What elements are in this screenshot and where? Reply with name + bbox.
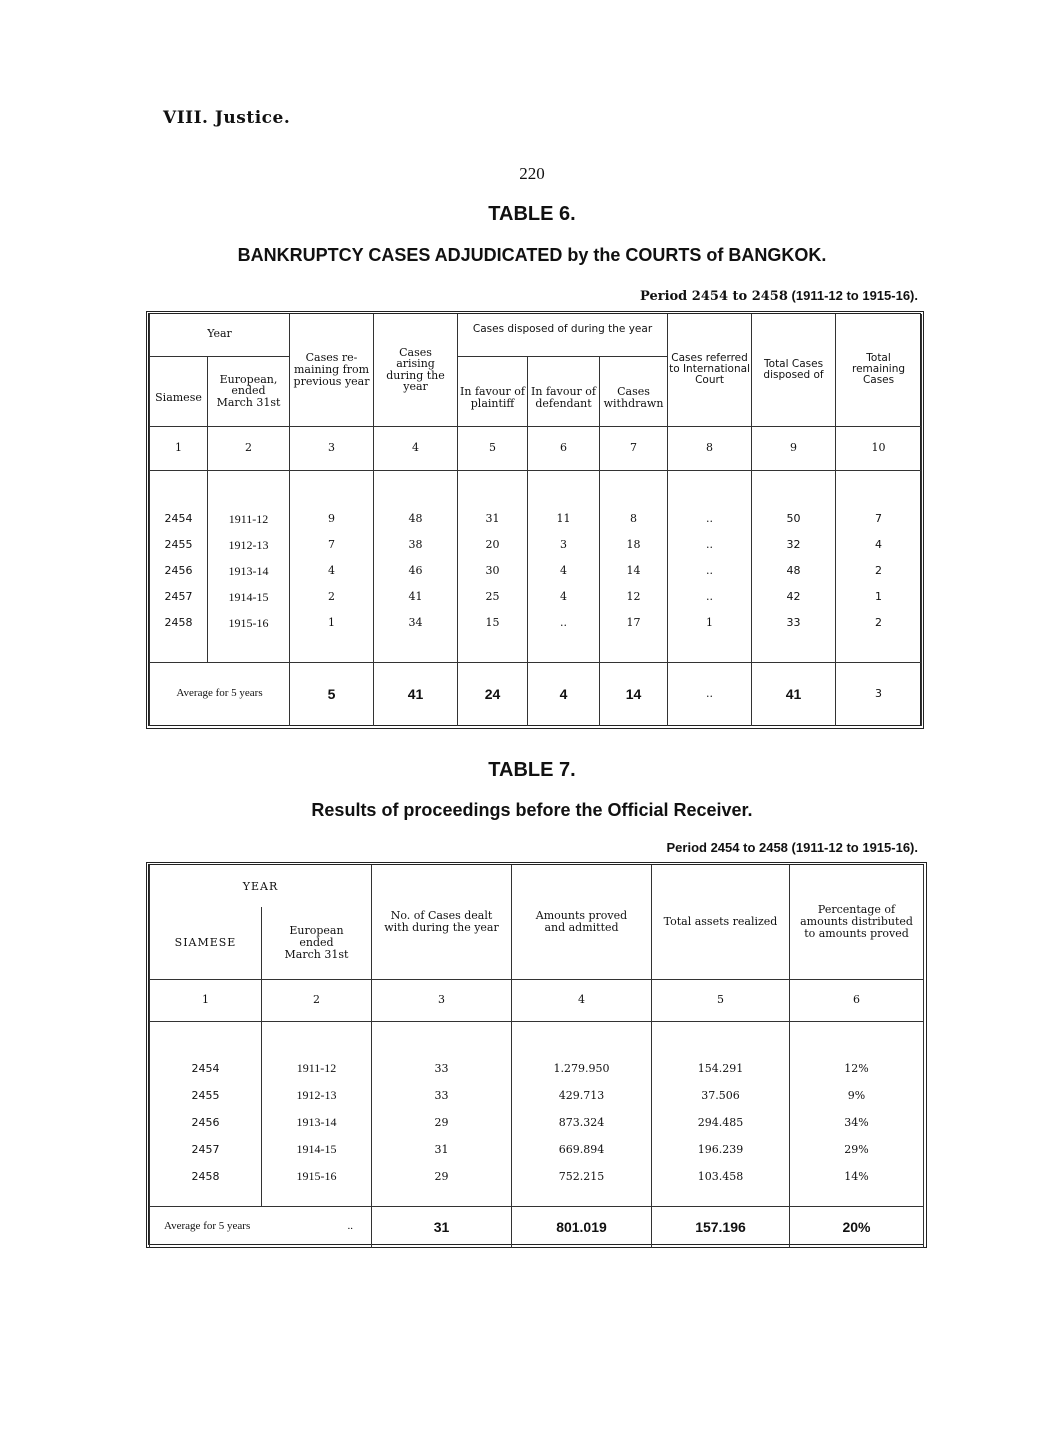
cell-defendant: 3: [528, 532, 600, 558]
table6-period: [640, 288, 918, 304]
cell-amounts: 752.215: [512, 1163, 652, 1190]
table-row: [150, 1136, 924, 1163]
table6-header-european: European, ended March 31st: [208, 356, 290, 426]
table-row: [150, 1109, 924, 1136]
table7-period: Period 2454 to 2458 (1911-12 to 1915-16).: [666, 840, 918, 855]
european-year: 1911-12: [208, 506, 290, 532]
cell-plaintiff: 30: [458, 558, 528, 584]
avg-total-remaining: 3: [836, 662, 922, 726]
european-year: 1914-15: [208, 584, 290, 610]
cell-plaintiff: 15: [458, 610, 528, 636]
cell-arising: 41: [374, 584, 458, 610]
table6-colnum: 9: [752, 426, 836, 470]
table-row: [150, 1163, 924, 1190]
european-year: 1913-14: [208, 558, 290, 584]
table7-header-european: European ended March 31st: [262, 907, 372, 979]
table6-header-arising: Cases arising during the year: [374, 314, 458, 426]
cell-defendant: ..: [528, 610, 600, 636]
cell-total-remaining: 4: [836, 532, 922, 558]
cell-referred: ..: [668, 506, 752, 532]
table-row: [150, 558, 922, 584]
table6-column-numbers: [150, 426, 922, 470]
avg-arising: 41: [374, 662, 458, 726]
cell-total-disposed: 42: [752, 584, 836, 610]
cell-remaining: 4: [290, 558, 374, 584]
table7-grid: [149, 865, 924, 1248]
siamese-year: 2455: [150, 1082, 262, 1109]
cell-percentage: 14%: [790, 1163, 924, 1190]
siamese-year: 2458: [150, 610, 208, 636]
table6-period-prefix: Period 2454 to 2458: [640, 289, 788, 304]
cell-cases: 31: [372, 1136, 512, 1163]
siamese-year: 2457: [150, 584, 208, 610]
table7-header-assets: Total assets realized: [652, 865, 790, 979]
cell-remaining: 9: [290, 506, 374, 532]
table7-header-amounts: Amounts proved and admitted: [512, 865, 652, 979]
avg-remaining: 5: [290, 662, 374, 726]
table7-colnum: 3: [372, 979, 512, 1021]
cell-withdrawn: 17: [600, 610, 668, 636]
table7: [146, 862, 927, 1248]
table6-header-total-remaining: Total remaining Cases: [836, 314, 922, 426]
cell-referred: ..: [668, 532, 752, 558]
table6-colnum: 5: [458, 426, 528, 470]
table6-colnum: 1: [150, 426, 208, 470]
cell-amounts: 429.713: [512, 1082, 652, 1109]
european-year: 1915-16: [208, 610, 290, 636]
avg-assets: 157.196: [652, 1206, 790, 1248]
cell-percentage: 29%: [790, 1136, 924, 1163]
cell-total-disposed: 48: [752, 558, 836, 584]
european-year: 1911-12: [262, 1055, 372, 1082]
table6-colnum: 10: [836, 426, 922, 470]
average-dots: ..: [347, 1220, 353, 1233]
cell-total-remaining: 1: [836, 584, 922, 610]
cell-remaining: 2: [290, 584, 374, 610]
table6-colnum: 7: [600, 426, 668, 470]
table7-header-year: YEAR: [150, 865, 372, 907]
table6-colnum: 2: [208, 426, 290, 470]
table6-colnum: 8: [668, 426, 752, 470]
cell-defendant: 11: [528, 506, 600, 532]
table6-colnum: 3: [290, 426, 374, 470]
table-row: [150, 1082, 924, 1109]
cell-amounts: 1.279.950: [512, 1055, 652, 1082]
table6-subtitle: BANKRUPTCY CASES ADJUDICATED by the COURTS of BANGKOK.: [237, 245, 827, 265]
table7-colnum: 5: [652, 979, 790, 1021]
avg-withdrawn: 14: [600, 662, 668, 726]
average-label: Average for 5 years: [150, 662, 290, 726]
average-label: Average for 5 years: [164, 1220, 251, 1233]
cell-remaining: 1: [290, 610, 374, 636]
table6-grid: [149, 314, 922, 726]
table6-period-suffix: (1911-12 to 1915-16).: [791, 288, 918, 303]
table7-average-row: [150, 1206, 924, 1248]
cell-percentage: 9%: [790, 1082, 924, 1109]
avg-cases: 31: [372, 1206, 512, 1248]
table6-header-plaintiff: In favour of plaintiff: [458, 356, 528, 426]
cell-cases: 29: [372, 1109, 512, 1136]
siamese-year: 2456: [150, 1109, 262, 1136]
cell-arising: 38: [374, 532, 458, 558]
cell-assets: 37.506: [652, 1082, 790, 1109]
european-year: 1912-13: [262, 1082, 372, 1109]
cell-referred: ..: [668, 558, 752, 584]
cell-percentage: 34%: [790, 1109, 924, 1136]
table7-colnum: 4: [512, 979, 652, 1021]
cell-total-disposed: 50: [752, 506, 836, 532]
table-row: [150, 610, 922, 636]
table6-colnum: 4: [374, 426, 458, 470]
table7-colnum: 2: [262, 979, 372, 1021]
cell-withdrawn: 12: [600, 584, 668, 610]
cell-defendant: 4: [528, 584, 600, 610]
table7-colnum: 1: [150, 979, 262, 1021]
table7-header-percentage: Percentage of amounts distributed to amounts proved: [790, 865, 924, 979]
cell-total-disposed: 33: [752, 610, 836, 636]
table-row: [150, 532, 922, 558]
avg-plaintiff: 24: [458, 662, 528, 726]
cell-total-disposed: 32: [752, 532, 836, 558]
table6-average-row: [150, 662, 922, 726]
table-row: [150, 1055, 924, 1082]
table6-title: TABLE 6.: [488, 203, 576, 225]
cell-cases: 29: [372, 1163, 512, 1190]
table6-header-total-disposed: Total Cases disposed of: [752, 314, 836, 426]
table7-header-cases: No. of Cases dealt with during the year: [372, 865, 512, 979]
table7-header-siamese: SIAMESE: [150, 907, 262, 979]
cell-cases: 33: [372, 1055, 512, 1082]
cell-arising: 46: [374, 558, 458, 584]
average-label-cell: [150, 1206, 372, 1248]
cell-assets: 196.239: [652, 1136, 790, 1163]
cell-assets: 103.458: [652, 1163, 790, 1190]
table-row: [150, 584, 922, 610]
avg-defendant: 4: [528, 662, 600, 726]
table6-header-withdrawn: Cases withdrawn: [600, 356, 668, 426]
cell-referred: 1: [668, 610, 752, 636]
european-year: 1915-16: [262, 1163, 372, 1190]
avg-total-disposed: 41: [752, 662, 836, 726]
cell-assets: 154.291: [652, 1055, 790, 1082]
cell-total-remaining: 7: [836, 506, 922, 532]
table6-header-referred: Cases referred to International Court: [668, 314, 752, 426]
table7-colnum: 6: [790, 979, 924, 1021]
table7-subtitle: Results of proceedings before the Official Receiver.: [311, 800, 753, 820]
cell-assets: 294.485: [652, 1109, 790, 1136]
table6: [146, 311, 924, 729]
cell-arising: 34: [374, 610, 458, 636]
table6-header-siamese: Siamese: [150, 356, 208, 426]
table6-header-disposed: Cases disposed of during the year: [458, 314, 668, 356]
cell-withdrawn: 8: [600, 506, 668, 532]
section-heading: VIII. Justice.: [163, 108, 291, 128]
table7-title: TABLE 7.: [488, 759, 576, 781]
cell-total-remaining: 2: [836, 610, 922, 636]
cell-plaintiff: 25: [458, 584, 528, 610]
avg-referred: ..: [668, 662, 752, 726]
siamese-year: 2455: [150, 532, 208, 558]
cell-withdrawn: 18: [600, 532, 668, 558]
siamese-year: 2454: [150, 1055, 262, 1082]
table6-header-year: Year: [150, 314, 290, 356]
table7-column-numbers: [150, 979, 924, 1021]
table6-header-remaining: Cases re-maining from previous year: [290, 314, 374, 426]
cell-arising: 48: [374, 506, 458, 532]
cell-amounts: 669.894: [512, 1136, 652, 1163]
cell-plaintiff: 20: [458, 532, 528, 558]
cell-cases: 33: [372, 1082, 512, 1109]
cell-amounts: 873.324: [512, 1109, 652, 1136]
european-year: 1912-13: [208, 532, 290, 558]
table6-header-defendant: In favour of defendant: [528, 356, 600, 426]
cell-plaintiff: 31: [458, 506, 528, 532]
european-year: 1914-15: [262, 1136, 372, 1163]
avg-percentage: 20%: [790, 1206, 924, 1248]
siamese-year: 2457: [150, 1136, 262, 1163]
cell-referred: ..: [668, 584, 752, 610]
cell-remaining: 7: [290, 532, 374, 558]
cell-total-remaining: 2: [836, 558, 922, 584]
siamese-year: 2454: [150, 506, 208, 532]
table6-colnum: 6: [528, 426, 600, 470]
avg-amounts: 801.019: [512, 1206, 652, 1248]
cell-percentage: 12%: [790, 1055, 924, 1082]
european-year: 1913-14: [262, 1109, 372, 1136]
cell-defendant: 4: [528, 558, 600, 584]
siamese-year: 2456: [150, 558, 208, 584]
table-row: [150, 506, 922, 532]
cell-withdrawn: 14: [600, 558, 668, 584]
page-number: 220: [519, 164, 545, 183]
siamese-year: 2458: [150, 1163, 262, 1190]
